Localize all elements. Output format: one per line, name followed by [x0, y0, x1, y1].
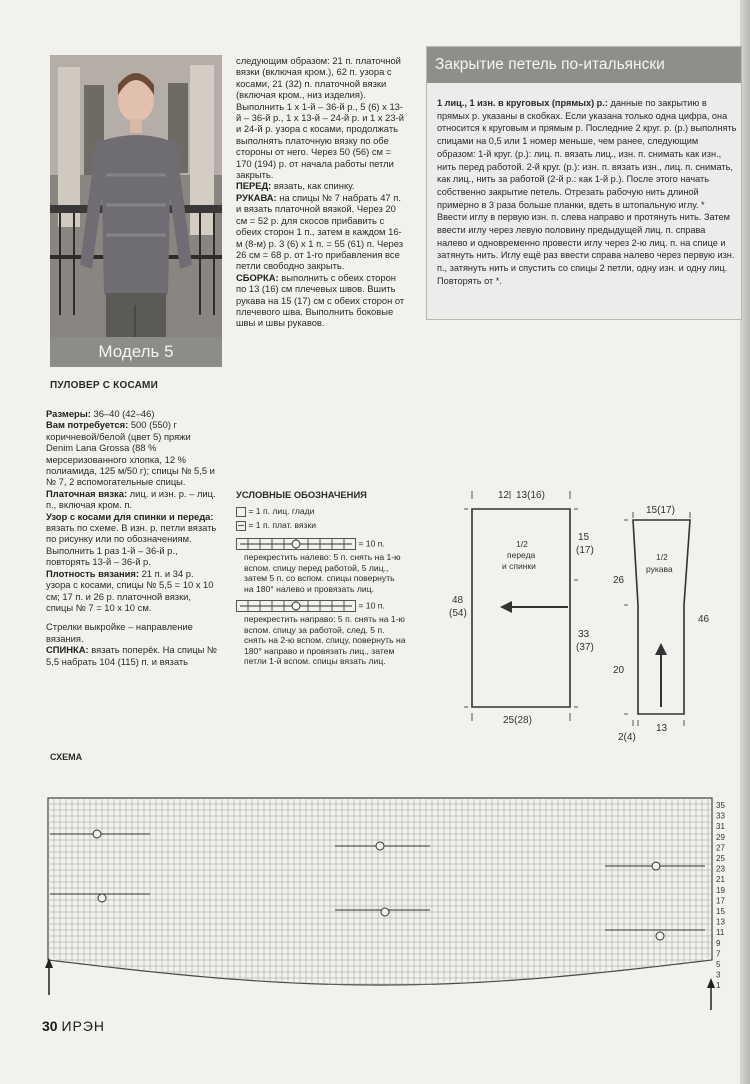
sleeve-dim-right: 46 — [698, 614, 710, 625]
chart-row-label: 15 — [716, 907, 725, 916]
materials-label: Вам потребуется: — [46, 419, 129, 431]
body-dim-right-top: 15 — [578, 532, 590, 543]
page-footer — [42, 1018, 105, 1034]
box-lead: 1 лиц., 1 изн. в круговых (прямых) р.: — [437, 98, 608, 108]
legend-item-knit — [236, 506, 396, 517]
model-photo — [50, 55, 222, 367]
sleeve-dim-bottom-left: 2(4) — [618, 732, 636, 743]
body-dim-left2: (54) — [449, 608, 467, 619]
front-label: ПЕРЕД: — [236, 180, 272, 192]
chart-row-label: 27 — [716, 843, 725, 853]
legend-item-cross-right — [236, 600, 406, 667]
chart-row-label: 11 — [716, 928, 725, 938]
chart-row-label: 5 — [716, 960, 721, 969]
sizes-text: 36–40 (42–46) — [90, 408, 155, 419]
back-label: СПИНКА: — [46, 644, 89, 656]
chart-row-label: 3 — [716, 970, 721, 980]
garter-cell-icon — [236, 521, 246, 531]
cross-right-count: = 10 п. — [358, 600, 385, 611]
body-dim-right-mid: 33 — [578, 629, 590, 640]
sleeve-label: РУКАВА: — [236, 191, 277, 203]
density-text: 21 п. и 34 р. узора с косами, спицы № 5,5 = 10 х 10 см; 17 п. и 26 р. платочной вязки, спицы № 7 = 10 х 10 см. — [46, 567, 214, 613]
back-text: вязать поперёк. На спицы № 5,5 набрать 104 (115) п. и вязать — [46, 644, 217, 667]
pattern-diagrams — [440, 485, 740, 745]
body-label-3: и спинки — [502, 561, 536, 571]
instructions-middle-column — [236, 55, 406, 329]
sleeve-dim-left-bottom: 20 — [613, 665, 625, 676]
materials-text: 500 (550) г коричневой/белой (цвет 5) пряжи Denim Lana Grossa (88 % мерсеризованного хлопка, 12 % полиамида, 125 м/50 г); спицы № 5,5 и № 7, 2 вспомогательные спицы. — [46, 419, 215, 488]
chart-row-label: 23 — [716, 864, 725, 874]
cross-left-desc: перекрестить налево: 5 п. снять на 1-ю вспом. спицу перед работой, 5 лиц., затем 5 п. со вспом. спицы повернуть на 180° налево и провязать лиц. — [244, 552, 401, 594]
legend-item-garter — [236, 520, 396, 531]
sleeve-dim-bottom: 13 — [656, 723, 668, 734]
knit-cell-icon — [236, 507, 246, 517]
chart-row-label: 21 — [716, 875, 725, 885]
instructions-left-column — [46, 408, 218, 667]
italian-bind-off-box — [426, 46, 742, 320]
chart-start-arrow-left-icon — [45, 958, 53, 995]
assembly-text: выполнить с обеих сторон по 13 (16) см плечевых швов. Вшить рукава на 15 (17) см с обеих сторон от плечевого шва. Выполнить боковые швы и швы рукавов. — [236, 271, 405, 329]
body-dim-left: 48 — [452, 595, 464, 606]
chart-row-label: 25 — [716, 854, 725, 863]
knitting-chart — [40, 770, 740, 1010]
model-photo-drawing — [50, 55, 222, 367]
box-body — [437, 97, 737, 288]
density-label: Плотность вязания: — [46, 567, 139, 579]
body-dim-right-mid2: (37) — [576, 642, 594, 653]
chart-row-labels — [716, 801, 725, 990]
chart-row-label: 19 — [716, 885, 725, 895]
legend-item-knit-text: = 1 п. лиц. глади — [248, 506, 315, 516]
box-header: Закрытие петель по-итальянски — [427, 47, 741, 83]
chart-row-label: 7 — [716, 949, 721, 959]
braid-label: Узор с косами для спинки и переда: — [46, 510, 214, 522]
arrows-note: Стрелки выкройке – направление вязания. — [46, 621, 193, 644]
page-number: 30 — [42, 1018, 58, 1034]
body-label-2: переда — [507, 550, 536, 560]
cross-right-desc: перекрестить направо: 5 п. снять на 1-ю вспом. спицу за работой, след. 5 п. снять на 2-ю вспом. спицу, повернуть на 180° направо и провязать лиц., затем петли 1-й вспом. спицы вязать лиц. — [244, 614, 406, 666]
chart-row-label: 33 — [716, 811, 725, 821]
chart-start-arrow-right-icon — [707, 978, 715, 1010]
sleeve-arrow-icon — [655, 643, 667, 707]
sizes-label: Размеры: — [46, 408, 91, 419]
chart-row-label: 17 — [716, 896, 725, 906]
product-title: ПУЛОВЕР С КОСАМИ — [50, 380, 158, 391]
braid-text: вязать по схеме. В изн. р. петли вязать по рисунку или по обозначениям. Выполнить 1 раз 1-й – 36-й р., повторять 13-й – 36-й р. — [46, 522, 217, 568]
body-arrow-icon — [500, 601, 568, 613]
chart-row-label: 29 — [716, 832, 725, 842]
body-dim-right-top2: (17) — [576, 545, 594, 556]
schema-title: СХЕМА — [50, 752, 83, 762]
sleeve-dim-left-top: 26 — [613, 575, 625, 586]
assembly-label: СБОРКА: — [236, 271, 279, 283]
body-dim-top-left: 12 — [498, 490, 510, 501]
chart-cables — [50, 830, 705, 940]
magazine-name: ИРЭН — [61, 1018, 106, 1034]
chart-row-label: 31 — [716, 822, 725, 832]
chart-row-label: 35 — [716, 801, 725, 810]
model-label: Модель 5 — [50, 337, 222, 367]
sleeve-dim-top: 15(17) — [646, 505, 675, 516]
box-text: данные по закрытию в прямых р. указаны в скобках. Если указана только одна цифра, она относится к круговым и прямым р. Последние 2 круг. р. (р.) выполнять спицами на 0,5 или 1 номер меньше, чем ранее, следующим образом: 1-й круг. (р.): лиц. п. вязать лиц., изн. п. снимать как изн., нить перед работой. 2-й круг. (р.): изн. п. вязать изн., лиц. п. снимать, как лиц., нить за работой (2-й р.: как 1-й р.). После этого начать собственно закрытие петель. Отрезать рабочую нить длиной примерно в 3 раза больше планки, вдеть в штопальную иглу. * Ввести иглу в первую изн. п. слева направо и протянуть нить. Затем ввести иглу через левую половину предыдущей лиц. п. справа налево и одновременно провести иглу через 2-ю лиц. п. на спице и затянуть нить. Иглу ещё раз ввести справа налево через первую изн. п., затянуть нить и спустить со спицы 2 петли, одну изн. и одну лиц. Повторять от *. — [437, 98, 737, 286]
cross-left-symbol-icon — [236, 538, 356, 550]
legend-item-cross-left — [236, 538, 406, 594]
legend-title: УСЛОВНЫЕ ОБОЗНАЧЕНИЯ — [236, 489, 367, 500]
body-dim-top-right: 13(16) — [516, 490, 545, 501]
chart-row-label: 1 — [716, 981, 721, 991]
sleeve-label-2: рукава — [646, 564, 673, 574]
sleeve-text: на спицы № 7 набрать 47 п. и вязать платочной вязкой. Через 20 см = 52 р. для скосов прибавить с обеих сторон 1 п., затем в каждом 16-м (8-м) р. 3 (6) х 1 п. = 55 (61) п. Через 26 см = 68 р. от 1-го прибавления все петли свободно закрыть. — [236, 191, 404, 272]
cross-right-symbol-icon — [236, 600, 356, 612]
garter-label: Платочная вязка: — [46, 487, 128, 499]
chart-grid — [48, 798, 712, 985]
body-label-1: 1/2 — [516, 539, 528, 549]
chart-row-label: 9 — [716, 938, 721, 948]
body-dim-bottom: 25(28) — [503, 715, 532, 726]
cross-left-count: = 10 п. — [358, 538, 385, 549]
garter-text: лиц. и изн. р. – лиц. п., включая кром. п. — [46, 487, 216, 511]
back-continued-text: следующим образом: 21 п. платочной вязки (включая кром.), 62 п. узора с косами, 21 (32) п. платочной вязки (включая кром., низ изделия). Выполнить 1 х 1-й – 36-й р., 5 (6) х 13-й – 36-й р., 1 х 13-й – 24-й р. и 1 х 23-й и 24-й р. узора с косами, продолжать выполнять платочную вязку по обе стороны от него. Через 50 (56) см = 170 (194) р. от начала работы петли закрыть. — [236, 55, 404, 181]
sleeve-label-1: 1/2 — [656, 552, 668, 562]
legend-item-garter-text: = 1 п. плат. вязки — [248, 520, 317, 530]
chart-row-label: 13 — [716, 917, 725, 927]
front-text: вязать, как спинку. — [271, 180, 355, 192]
